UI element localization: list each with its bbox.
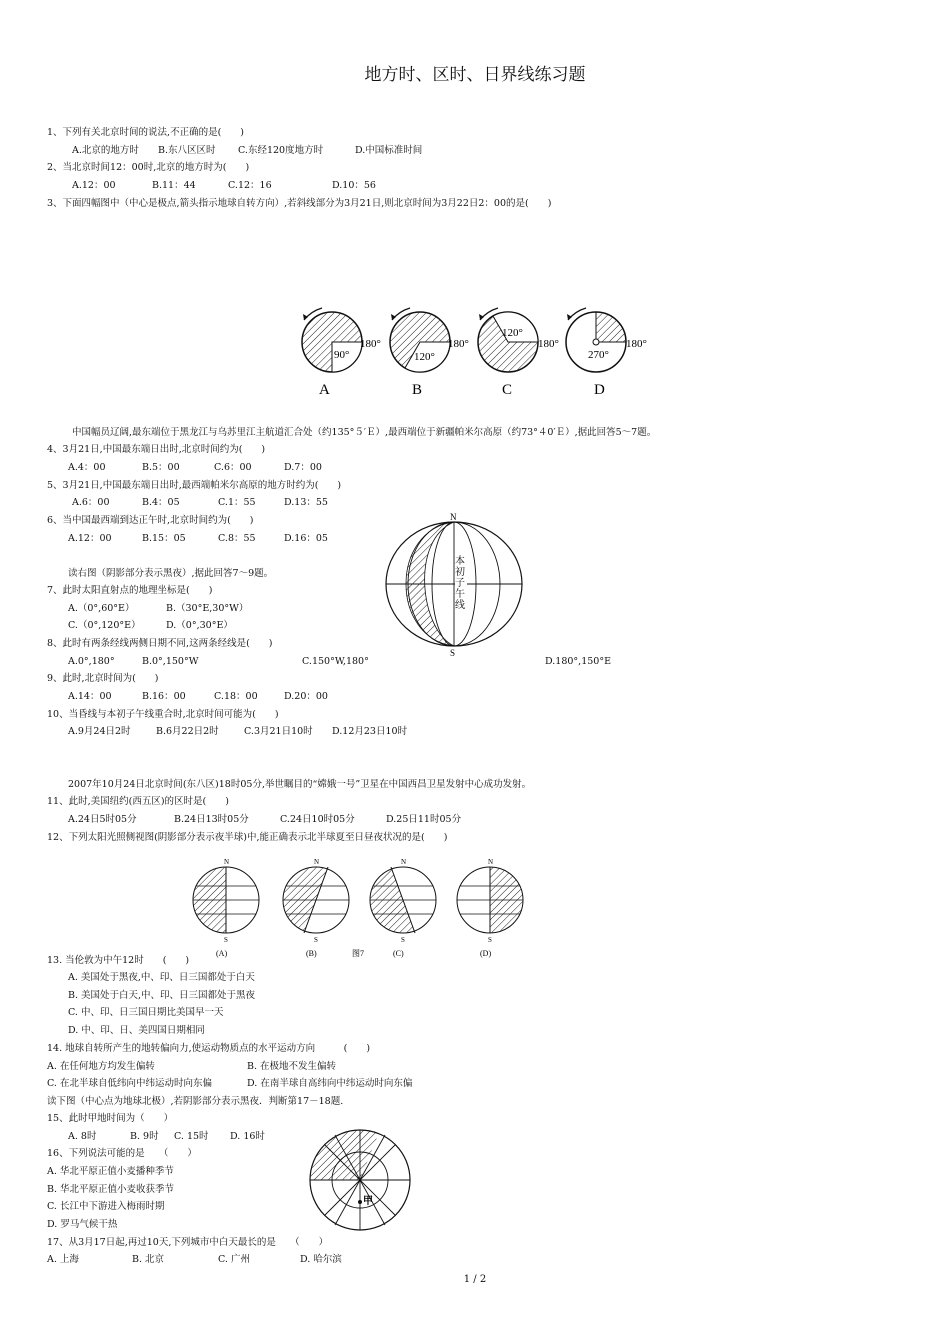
- question-2-option-a: A.12：00: [72, 180, 116, 191]
- polar-diagram-b: [390, 308, 469, 398]
- solstice-diagram-b: [283, 858, 349, 958]
- question-4-option-c: C.6：00: [214, 462, 252, 473]
- question-10-option-d: D.12月23日10时: [332, 726, 408, 737]
- angle-label-b: 120°: [414, 351, 435, 363]
- question-10-option-b: B.6月22日2时: [156, 726, 219, 737]
- question-1-option-d: D.中国标准时间: [355, 145, 423, 156]
- question-15-option-b: B. 9时: [130, 1131, 159, 1142]
- point-jia-label: 甲: [363, 1196, 373, 1207]
- question-13-option-d: D. 中、印、日、美四国日期相同: [68, 1025, 205, 1036]
- question-5-option-a: A.6：00: [72, 497, 110, 508]
- question-8-stem: 8、此时有两条经线两侧日期不同,这两条经线是( ): [47, 638, 273, 649]
- question-9-stem: 9、此时,北京时间为( ): [47, 673, 159, 684]
- question-11-option-b: B.24日13时05分: [174, 814, 249, 825]
- question-7-option-a: A.（0°,60°E）: [68, 603, 135, 614]
- south-label-d: S: [488, 936, 492, 944]
- south-label-a: S: [224, 936, 228, 944]
- question-10-stem: 10、当昏线与本初子午线重合时,北京时间可能为( ): [47, 709, 279, 720]
- solstice-figure: [188, 854, 533, 962]
- globe-south-label: S: [450, 648, 456, 658]
- question-4-stem: 4、3月21日,中国最东端日出时,北京时间约为( ): [47, 444, 266, 455]
- question-14-stem: 14. 地球自转所产生的地转偏向力,使运动物质点的水平运动方向 ( ): [47, 1043, 371, 1054]
- question-2-stem: 2、当北京时间12：00时,北京的地方时为( ): [47, 162, 250, 173]
- question-11-option-c: C.24日10时05分: [280, 814, 355, 825]
- question-7-option-c: C.（0°,120°E）: [68, 620, 141, 631]
- question-14-option-b: B. 在极地不发生偏转: [247, 1061, 337, 1072]
- angle-label-a: 90°: [334, 349, 350, 361]
- question-10-option-a: A.9月24日2时: [68, 726, 131, 737]
- question-9-option-a: A.14：00: [68, 691, 112, 702]
- diagram-label-b: B: [412, 382, 423, 398]
- question-6-option-d: D.16：05: [284, 533, 328, 544]
- question-16-option-c: C. 长江中下游进入梅雨时期: [47, 1201, 165, 1212]
- question-16-option-a: A. 华北平原正值小麦播种季节: [47, 1166, 174, 1177]
- question-17-option-d: D. 哈尔滨: [300, 1254, 342, 1265]
- question-8-option-c: C.150°W,180°: [302, 656, 369, 667]
- option-label-c: (C): [393, 949, 404, 958]
- question-11-option-d: D.25日11时05分: [386, 814, 462, 825]
- option-label-b: (B): [306, 949, 317, 958]
- question-13-option-b: B. 美国处于白天,中、印、日三国都处于黑夜: [68, 990, 256, 1001]
- question-6-option-b: B.15：05: [142, 533, 186, 544]
- question-15-option-c: C. 15时: [174, 1131, 209, 1142]
- question-10-option-c: C.3月21日10时: [244, 726, 313, 737]
- solstice-diagram-a: [193, 858, 259, 958]
- globe-north-label: N: [450, 512, 457, 522]
- north-label-d: N: [488, 858, 494, 866]
- question-11-option-a: A.24日5时05分: [68, 814, 137, 825]
- question-13-stem: 13. 当伦敦为中午12时 ( ): [47, 955, 190, 966]
- question-2-option-b: B.11：44: [152, 180, 196, 191]
- solstice-diagram-c: [370, 858, 436, 958]
- diagram-label-d: D: [594, 382, 605, 398]
- angle-label-d: 270°: [588, 349, 609, 361]
- solstice-diagram-d: [457, 858, 523, 958]
- question-5-option-b: B.4：05: [142, 497, 180, 508]
- question-1-option-b: B.东八区区时: [158, 145, 216, 156]
- polar-diagram-c: [478, 308, 559, 398]
- intro-globe: 读右图（阴影部分表示黑夜）,据此回答7～9题。: [68, 568, 274, 579]
- polar-diagram-d: [566, 308, 647, 398]
- question-8-option-a: A.0°,180°: [68, 656, 115, 667]
- question-5-option-c: C.1：55: [218, 497, 256, 508]
- question-14-option-d: D. 在南半球自高纬向中纬运动时向东偏: [247, 1078, 413, 1089]
- polar-diagram-a: [302, 308, 381, 398]
- prime-meridian-label: 本初子午线: [455, 556, 465, 611]
- question-6-stem: 6、当中国最西端到达正午时,北京时间约为( ): [47, 515, 254, 526]
- question-1-option-c: C.东经120度地方时: [238, 145, 324, 156]
- question-7-option-d: D.（0°,30°E）: [166, 620, 233, 631]
- question-6-option-c: C.8：55: [218, 533, 256, 544]
- intro-china-extent: 中国幅员辽阔,最东端位于黑龙江与乌苏里江主航道汇合处（约135°５′Ｅ）,最西端位于新疆帕米尔高原（约73°４0′Ｅ）,据此回答5～7题。: [72, 427, 657, 438]
- south-label-b: S: [314, 936, 318, 944]
- question-4-option-d: D.7：00: [284, 462, 322, 473]
- question-1-stem: 1、下列有关北京时间的说法,不正确的是( ): [47, 127, 244, 138]
- diagram-label-a: A: [319, 382, 330, 398]
- question-8-option-d: D.180°,150°E: [545, 656, 612, 667]
- option-label-d: (D): [480, 949, 492, 958]
- page-number: 1 / 2: [463, 1274, 487, 1285]
- intro-polar: 读下图（中心点为地球北极）,若阴影部分表示黑夜．判断第17－18题.: [47, 1096, 344, 1107]
- figure-7-caption: 图7: [352, 949, 364, 958]
- option-label-a: (A): [216, 949, 228, 958]
- right-label-a: 180°: [360, 338, 381, 350]
- question-12-stem: 12、下列太阳光照侧视图(阴影部分表示夜半球)中,能正确表示北半球夏至日昼夜状况的是( ): [47, 832, 448, 843]
- question-8-option-b: B.0°,150°W: [142, 656, 199, 667]
- right-label-c: 180°: [538, 338, 559, 350]
- question-4-option-b: B.5：00: [142, 462, 180, 473]
- question-14-option-a: A. 在任何地方均发生偏转: [47, 1061, 155, 1072]
- north-label-c: N: [401, 858, 407, 866]
- question-11-stem: 11、此时,美国纽约(西五区)的区时是( ): [47, 796, 229, 807]
- question-15-option-d: D. 16时: [230, 1131, 265, 1142]
- question-17-stem: 17、从3月17日起,再过10天,下列城市中白天最长的是 （ ）: [47, 1237, 329, 1248]
- question-7-stem: 7、此时太阳直射点的地理坐标是( ): [47, 585, 213, 596]
- question-13-option-c: C. 中、印、日三国日期比美国早一天: [68, 1007, 224, 1018]
- question-15-option-a: A. 8时: [68, 1131, 97, 1142]
- question-2-option-d: D.10：56: [332, 180, 376, 191]
- question-14-option-c: C. 在北半球自低纬向中纬运动时向东偏: [47, 1078, 212, 1089]
- north-label-b: N: [314, 858, 320, 866]
- question-17-option-a: A. 上海: [47, 1254, 79, 1265]
- right-label-d: 180°: [626, 338, 647, 350]
- question-13-option-a: A. 美国处于黑夜,中、印、日三国都处于白天: [68, 972, 255, 983]
- question-5-option-d: D.13：55: [284, 497, 328, 508]
- question-3-stem: 3、下面四幅图中（中心是极点,箭头指示地球自转方向）,若斜线部分为3月21日,则北京时间为3月22日2：00的是( ): [47, 198, 552, 209]
- question-7-option-b: B.（30°E,30°W）: [166, 603, 249, 614]
- page-title: 地方时、区时、日界线练习题: [364, 65, 586, 85]
- question-17-option-b: B. 北京: [132, 1254, 165, 1265]
- right-label-b: 180°: [448, 338, 469, 350]
- question-16-option-d: D. 罗马气候干热: [47, 1219, 118, 1230]
- question-6-option-a: A.12：00: [68, 533, 112, 544]
- question-4-option-a: A.4：00: [68, 462, 106, 473]
- question-2-option-c: C.12：16: [228, 180, 272, 191]
- diagram-label-c: C: [502, 382, 513, 398]
- question-16-stem: 16、下列说法可能的是 （ ）: [47, 1148, 197, 1159]
- question-1-option-a: A.北京的地方时: [72, 145, 139, 156]
- question-5-stem: 5、3月21日,中国最东端日出时,最西端帕米尔高原的地方时约为( ): [47, 480, 342, 491]
- polar-view-figure: [292, 298, 657, 400]
- question-16-option-b: B. 华北平原正值小麦收获季节: [47, 1184, 175, 1195]
- question-9-option-c: C.18：00: [214, 691, 258, 702]
- question-9-option-b: B.16：00: [142, 691, 186, 702]
- polar-night-figure: [305, 1125, 415, 1235]
- question-17-option-c: C. 广州: [218, 1254, 250, 1265]
- south-label-c: S: [401, 936, 405, 944]
- intro-change-1: 2007年10月24日北京时间(东八区)18时05分,举世瞩目的“嫦娥一号”卫星在中国西昌卫星发射中心成功发射。: [68, 779, 532, 790]
- question-15-stem: 15、此时甲地时间为（ ）: [47, 1113, 174, 1124]
- north-label-a: N: [224, 858, 230, 866]
- question-9-option-d: D.20：00: [284, 691, 328, 702]
- angle-label-c: 120°: [502, 327, 523, 339]
